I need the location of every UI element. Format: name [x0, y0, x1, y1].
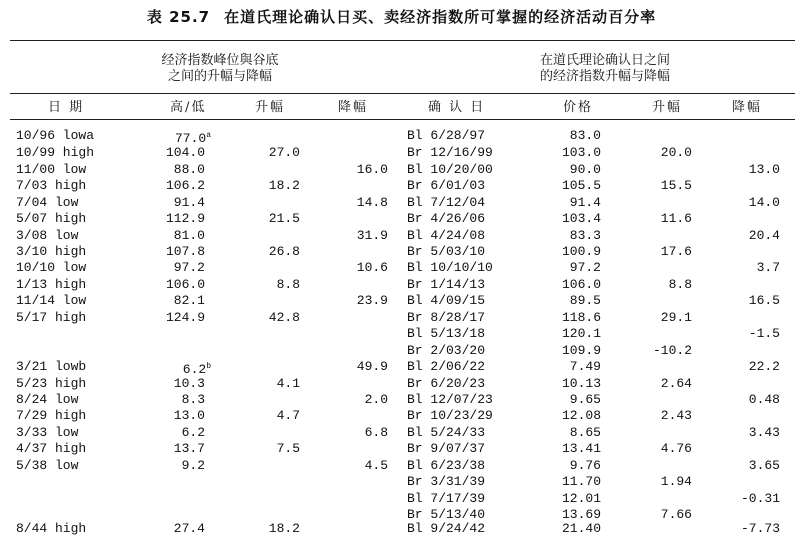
cell-rise-right: 17.6 — [660, 244, 692, 259]
cell-rise-right: 15.5 — [660, 178, 692, 193]
cell-rise-left: 4.1 — [276, 376, 300, 391]
col-header-date: 日 期 — [48, 100, 85, 115]
cell-date: 5/23 high — [16, 376, 87, 391]
cell-confirm-date: Bl 10/10/10 — [407, 260, 493, 275]
cell-confirm-date: Br 12/16/99 — [407, 145, 493, 160]
cell-price: 8.65 — [569, 425, 601, 440]
header-rule — [10, 93, 795, 94]
cell-fall-right: -0.31 — [740, 491, 780, 506]
table-number: 表 25.7 — [146, 8, 211, 26]
col-header-fall-left: 降幅 — [338, 100, 369, 115]
cell-rise-right: 20.0 — [660, 145, 692, 160]
cell-date: 3/33 low — [16, 425, 79, 440]
cell-date: 3/21 lowb — [16, 359, 87, 374]
cell-date: 10/10 low — [16, 260, 87, 275]
cell-price: 105.5 — [561, 178, 601, 193]
cell-confirm-date: Bl 4/24/08 — [407, 228, 486, 243]
cell-price: 12.08 — [561, 408, 601, 423]
cell-date: 7/29 high — [16, 408, 87, 423]
cell-price: 90.0 — [569, 162, 601, 177]
cell-fall-right: 16.5 — [748, 293, 780, 308]
left-group-header-line2: 之间的升幅与降幅 — [167, 69, 272, 84]
cell-price: 103.4 — [561, 211, 601, 226]
cell-rise-right: 7.66 — [660, 507, 692, 522]
cell-rise-right: 11.6 — [660, 211, 692, 226]
cell-high-low: 88.0 — [173, 162, 205, 177]
right-group-header-line1: 在道氏理论确认日之间 — [539, 53, 670, 68]
cell-price: 9.76 — [569, 458, 601, 473]
cell-date: 8/44 high — [16, 521, 87, 536]
cell-fall-right: 13.0 — [748, 162, 780, 177]
cell-date: 5/38 low — [16, 458, 79, 473]
cell-high-low: 91.4 — [173, 195, 205, 210]
cell-price: 97.2 — [569, 260, 601, 275]
table-title — [0, 6, 803, 27]
cell-high-low: 13.0 — [173, 408, 205, 423]
cell-price: 13.41 — [561, 441, 601, 456]
cell-date: 7/03 high — [16, 178, 87, 193]
cell-price: 91.4 — [569, 195, 601, 210]
cell-fall-right: 14.0 — [748, 195, 780, 210]
cell-price: 100.9 — [561, 244, 601, 259]
cell-rise-left: 27.0 — [268, 145, 300, 160]
cell-rise-right: 8.8 — [668, 277, 692, 292]
cell-confirm-date: Br 4/26/06 — [407, 211, 486, 226]
cell-rise-right: -10.2 — [652, 343, 692, 358]
cell-rise-right: 29.1 — [660, 310, 692, 325]
cell-high-low: 13.7 — [173, 441, 205, 456]
cell-high-low: 97.2 — [173, 260, 205, 275]
col-header-rise-right: 升幅 — [652, 100, 683, 115]
cell-high-low: 104.0 — [165, 145, 205, 160]
cell-confirm-date: Bl 6/28/97 — [407, 128, 486, 143]
cell-fall-left: 10.6 — [356, 260, 388, 275]
cell-price: 7.49 — [569, 359, 601, 374]
cell-confirm-date: Bl 5/13/18 — [407, 326, 486, 341]
cell-confirm-date: Br 6/20/23 — [407, 376, 486, 391]
cell-fall-left: 6.8 — [364, 425, 388, 440]
cell-date: 3/10 high — [16, 244, 87, 259]
cell-confirm-date: Br 5/03/10 — [407, 244, 486, 259]
cell-price: 21.40 — [561, 521, 601, 536]
cell-high-low: 6.2 — [181, 425, 205, 440]
cell-price: 11.70 — [561, 474, 601, 489]
cell-date: 11/14 low — [16, 293, 87, 308]
cell-confirm-date: Bl 5/24/33 — [407, 425, 486, 440]
col-header-confirm-date: 确 认 日 — [428, 100, 486, 115]
cell-high-low: 81.0 — [173, 228, 205, 243]
cell-rise-left: 8.8 — [276, 277, 300, 292]
cell-confirm-date: Br 2/03/20 — [407, 343, 486, 358]
cell-price: 83.0 — [569, 128, 601, 143]
cell-fall-right: 22.2 — [748, 359, 780, 374]
cell-rise-right: 1.94 — [660, 474, 692, 489]
left-group-header-line1: 经济指数峰位與谷底 — [161, 53, 279, 68]
cell-date: 5/17 high — [16, 310, 87, 325]
cell-fall-left: 49.9 — [356, 359, 388, 374]
cell-date: 4/37 high — [16, 441, 87, 456]
cell-confirm-date: Bl 6/23/38 — [407, 458, 486, 473]
top-rule — [10, 40, 795, 41]
cell-confirm-date: Br 3/31/39 — [407, 474, 486, 489]
cell-rise-left: 18.2 — [268, 178, 300, 193]
cell-confirm-date: Br 5/13/40 — [407, 507, 486, 522]
cell-confirm-date: Br 1/14/13 — [407, 277, 486, 292]
cell-date: 5/07 high — [16, 211, 87, 226]
cell-fall-right: 20.4 — [748, 228, 780, 243]
table-title-text: 在道氏理论确认日买、卖经济指数所可掌握的经济活动百分率 — [224, 8, 657, 26]
col-header-high-low: 高/低 — [170, 100, 207, 115]
cell-confirm-date: Bl 7/12/04 — [407, 195, 486, 210]
cell-confirm-date: Br 10/23/29 — [407, 408, 493, 423]
cell-rise-left: 4.7 — [276, 408, 300, 423]
cell-high-low: 8.3 — [181, 392, 205, 407]
cell-price: 89.5 — [569, 293, 601, 308]
cell-high-low: 9.2 — [181, 458, 205, 473]
cell-rise-right: 2.43 — [660, 408, 692, 423]
cell-fall-left: 4.5 — [364, 458, 388, 473]
cell-date: 1/13 high — [16, 277, 87, 292]
column-header-rule — [10, 119, 795, 120]
cell-rise-right: 2.64 — [660, 376, 692, 391]
footnote-marker: a — [206, 131, 211, 140]
cell-date: 10/99 high — [16, 145, 95, 160]
cell-high-low: 106.0 — [165, 277, 205, 292]
cell-confirm-date: Bl 9/24/42 — [407, 521, 486, 536]
cell-date: 10/96 lowa — [16, 128, 95, 143]
cell-date: 11/00 low — [16, 162, 87, 177]
cell-confirm-date: Br 9/07/37 — [407, 441, 486, 456]
cell-price: 9.65 — [569, 392, 601, 407]
cell-high-low: 10.3 — [173, 376, 205, 391]
cell-fall-left: 2.0 — [364, 392, 388, 407]
cell-price: 12.01 — [561, 491, 601, 506]
cell-rise-left: 21.5 — [268, 211, 300, 226]
cell-confirm-date: Bl 10/20/00 — [407, 162, 493, 177]
cell-fall-right: 3.43 — [748, 425, 780, 440]
right-group-header — [485, 53, 725, 85]
cell-date: 8/24 low — [16, 392, 79, 407]
cell-rise-left: 18.2 — [268, 521, 300, 536]
cell-price: 120.1 — [561, 326, 601, 341]
cell-fall-right: 3.7 — [756, 260, 780, 275]
cell-high-low: 82.1 — [173, 293, 205, 308]
cell-fall-right: 3.65 — [748, 458, 780, 473]
cell-high-low: 27.4 — [173, 521, 205, 536]
cell-confirm-date: Bl 12/07/23 — [407, 392, 493, 407]
col-header-price: 价格 — [563, 100, 594, 115]
cell-price: 10.13 — [561, 376, 601, 391]
cell-price: 103.0 — [561, 145, 601, 160]
cell-fall-left: 14.8 — [356, 195, 388, 210]
cell-confirm-date: Br 6/01/03 — [407, 178, 486, 193]
col-header-fall-right: 降幅 — [732, 100, 763, 115]
cell-fall-right: -1.5 — [748, 326, 780, 341]
cell-high-low: 77.0$^a$ — [174, 131, 211, 146]
cell-fall-left: 16.0 — [356, 162, 388, 177]
right-group-header-line2: 的经济指数升幅与降幅 — [539, 69, 670, 84]
footnote-marker: b — [206, 362, 211, 371]
left-group-header — [105, 53, 335, 85]
cell-rise-left: 26.8 — [268, 244, 300, 259]
cell-fall-right: 0.48 — [748, 392, 780, 407]
cell-high-low: 124.9 — [165, 310, 205, 325]
cell-rise-left: 42.8 — [268, 310, 300, 325]
cell-price: 106.0 — [561, 277, 601, 292]
cell-fall-right: -7.73 — [740, 521, 780, 536]
cell-price: 118.6 — [561, 310, 601, 325]
cell-rise-left: 7.5 — [276, 441, 300, 456]
cell-confirm-date: Bl 7/17/39 — [407, 491, 486, 506]
cell-date: 3/08 low — [16, 228, 79, 243]
cell-price: 13.69 — [561, 507, 601, 522]
cell-fall-left: 23.9 — [356, 293, 388, 308]
cell-high-low: 107.8 — [165, 244, 205, 259]
col-header-rise-left: 升幅 — [255, 100, 286, 115]
cell-price: 83.3 — [569, 228, 601, 243]
cell-high-low: 112.9 — [165, 211, 205, 226]
cell-confirm-date: Bl 2/06/22 — [407, 359, 486, 374]
cell-date: 7/04 low — [16, 195, 79, 210]
cell-fall-left: 31.9 — [356, 228, 388, 243]
cell-confirm-date: Br 8/28/17 — [407, 310, 486, 325]
cell-price: 109.9 — [561, 343, 601, 358]
cell-confirm-date: Bl 4/09/15 — [407, 293, 486, 308]
cell-rise-right: 4.76 — [660, 441, 692, 456]
cell-high-low: 106.2 — [165, 178, 205, 193]
cell-high-low: 6.2$^b$ — [182, 362, 211, 377]
